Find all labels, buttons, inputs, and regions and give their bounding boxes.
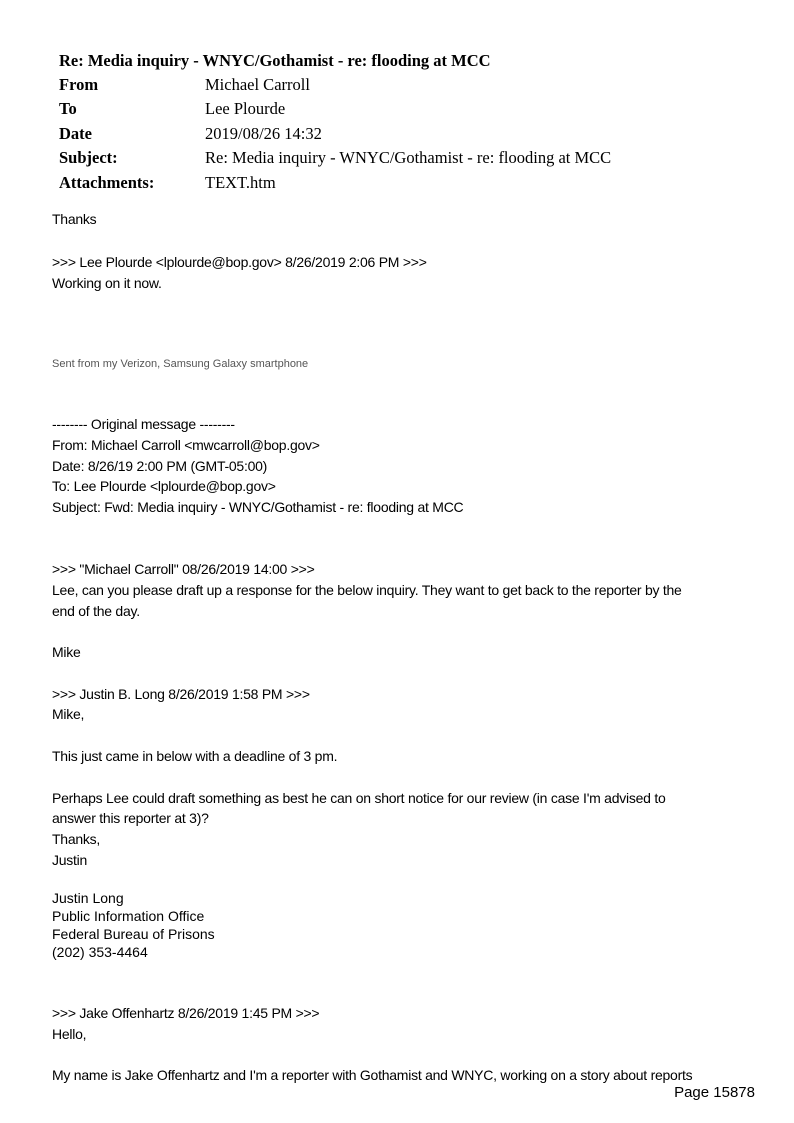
thanks-line: Thanks	[52, 211, 97, 227]
attachments-value[interactable]: TEXT.htm	[205, 172, 276, 192]
quote-text: Lee, can you please draft up a response for the below inquiry. They want to get back to the reporter by the	[52, 582, 682, 598]
header-row-subject	[59, 146, 611, 170]
quote-header: >>> Justin B. Long 8/26/2019 1:58 PM >>>	[52, 686, 310, 702]
original-date: Date: 8/26/19 2:00 PM (GMT-05:00)	[52, 458, 268, 474]
header-row-to	[59, 97, 611, 121]
original-to: To: Lee Plourde <lplourde@bop.gov>	[52, 478, 276, 494]
original-subject: Subject: Fwd: Media inquiry - WNYC/Gothamist - re: flooding at MCC	[52, 499, 464, 515]
signature-office: Public Information Office	[52, 908, 205, 924]
signature-agency: Federal Bureau of Prisons	[52, 926, 215, 942]
signature-name: Justin Long	[52, 890, 124, 906]
header-row-from	[59, 73, 611, 97]
quote-header: >>> "Michael Carroll" 08/26/2019 14:00 >>>	[52, 561, 315, 577]
quote-thanks: Thanks,	[52, 831, 101, 847]
to-label: To	[59, 99, 77, 119]
quote-header: >>> Jake Offenhartz 8/26/2019 1:45 PM >>>	[52, 1005, 320, 1021]
quote-signoff: Justin	[52, 852, 88, 868]
from-value: Michael Carroll	[205, 75, 310, 94]
email-header	[59, 49, 611, 195]
subject-label: Subject:	[59, 148, 118, 168]
header-row-date	[59, 122, 611, 146]
to-value: Lee Plourde	[205, 99, 286, 119]
quote-greeting: Hello,	[52, 1026, 87, 1042]
original-separator: -------- Original message --------	[52, 416, 235, 432]
quote-greeting: Mike,	[52, 706, 85, 722]
signature-phone: (202) 353-4464	[52, 944, 148, 960]
quote-text: My name is Jake Offenhartz and I'm a reporter with Gothamist and WNYC, working on a story about reports	[52, 1067, 693, 1083]
date-value: 2019/08/26 14:32	[205, 123, 322, 143]
original-from: From: Michael Carroll <mwcarroll@bop.gov>	[52, 437, 320, 453]
quote-text: This just came in below with a deadline of 3 pm.	[52, 748, 338, 764]
quote-header: >>> Lee Plourde <lplourde@bop.gov> 8/26/2019 2:06 PM >>>	[52, 254, 427, 270]
from-label: From	[59, 75, 99, 94]
quote-text: Perhaps Lee could draft something as best he can on short notice for our review (in case I'm advised to	[52, 790, 666, 806]
quote-text: end of the day.	[52, 603, 140, 619]
date-label: Date	[59, 123, 92, 143]
attachments-label: Attachments:	[59, 172, 155, 192]
quote-signoff: Mike	[52, 644, 81, 660]
page-number: Page 15878	[674, 1084, 755, 1101]
header-row-attachments	[59, 171, 611, 195]
sent-from-line: Sent from my Verizon, Samsung Galaxy smartphone	[52, 358, 309, 370]
subject-value: Re: Media inquiry - WNYC/Gothamist - re: flooding at MCC	[205, 148, 612, 168]
email-title: Re: Media inquiry - WNYC/Gothamist - re: flooding at MCC	[59, 51, 491, 70]
quote-text: answer this reporter at 3)?	[52, 810, 209, 826]
quote-text: Working on it now.	[52, 275, 162, 291]
